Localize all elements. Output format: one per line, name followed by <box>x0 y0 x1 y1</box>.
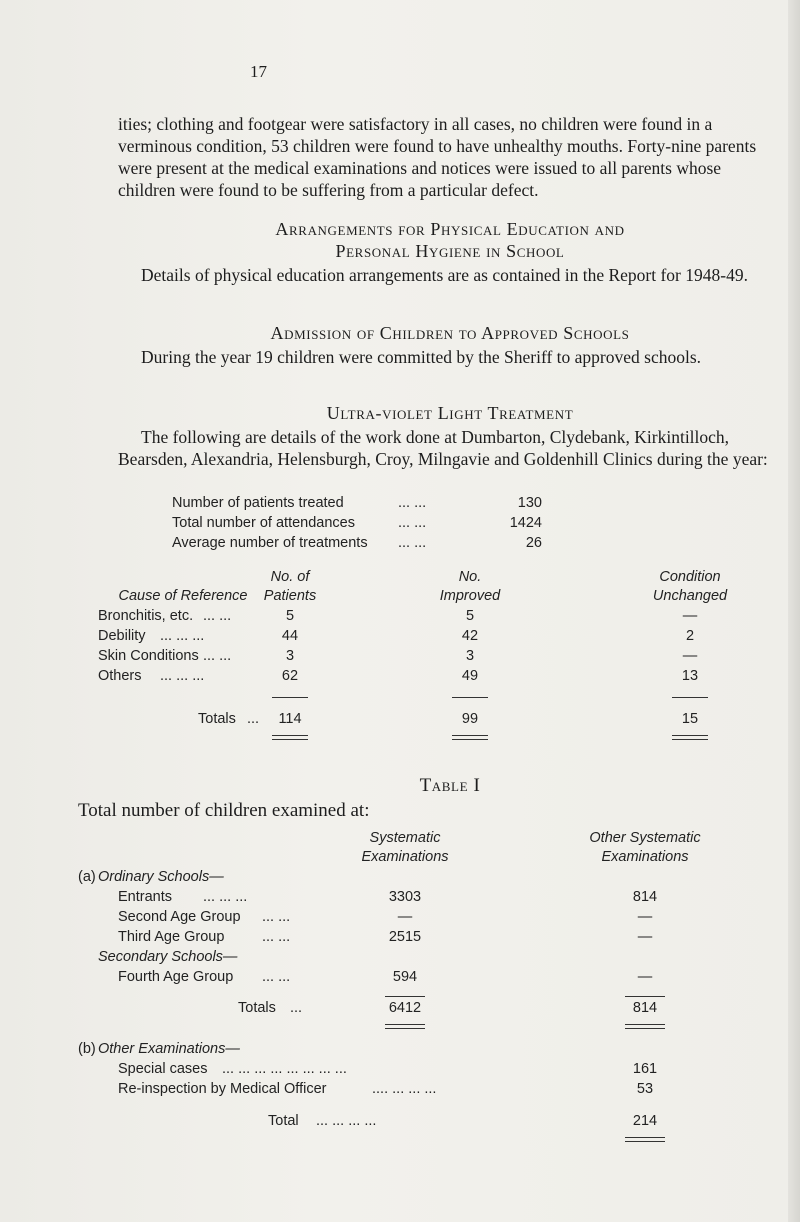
uv-row-unchanged: 2 <box>685 628 695 644</box>
table-row-other: 814 <box>632 889 658 905</box>
table-row-dots: ... ... ... ... ... ... ... ... <box>222 1061 347 1077</box>
uv-totals-patients: 114 <box>278 711 302 727</box>
sum-rule <box>385 996 425 997</box>
table-row-value: 53 <box>636 1081 654 1097</box>
sum-rule <box>272 697 308 698</box>
uv-totals-label: Totals <box>198 711 236 727</box>
uv-row-cause: Bronchitis, etc. <box>98 608 194 624</box>
uv-totals-unchanged: 15 <box>681 711 699 727</box>
col-header-systematic-1: Systematic <box>369 830 441 846</box>
col-header-unchanged-2: Unchanged <box>652 588 728 604</box>
uv-row-improved: 5 <box>465 608 475 624</box>
col-header-patients-1: No. of <box>270 569 310 585</box>
table-row-dots: .... ... ... ... <box>372 1081 437 1097</box>
intro-paragraph: ities; clothing and footgear were satisfactory in all cases, no children were found in a verminous condition, 53 children were found to have unhealthy mouths. Forty-nine parents were present at the medical examinations and notices were issued to all parents whose children were found to be suffering from a particular defect. <box>118 114 757 200</box>
table-total-b-label: Total <box>268 1113 299 1129</box>
sum-rule <box>672 697 708 698</box>
table-row-other: — <box>637 969 653 985</box>
uv-summary-dots: ... ... <box>398 535 427 551</box>
table-row-dots: ... ... ... <box>203 889 248 905</box>
uv-totals-dots: ... <box>247 711 260 727</box>
section-heading-uv: Ultra-violet Light Treatment <box>326 403 574 423</box>
double-rule <box>385 1024 425 1029</box>
table-row-label: Re-inspection by Medical Officer <box>118 1081 327 1097</box>
secondary-title: Secondary Schools— <box>98 949 238 965</box>
table-row-value: 161 <box>632 1061 658 1077</box>
uv-summary-dots: ... ... <box>398 515 427 531</box>
page-number: 17 <box>250 62 267 81</box>
uv-summary-value: 130 <box>517 495 542 511</box>
table-total-b-value: 214 <box>632 1113 658 1129</box>
uv-summary-label: Total number of attendances <box>172 515 355 531</box>
table-row-label: Fourth Age Group <box>118 969 234 985</box>
uv-row-improved: 42 <box>461 628 479 644</box>
col-header-other-1: Other Systematic <box>589 830 701 846</box>
table-row-systematic: 2515 <box>388 929 422 945</box>
group-a-title: Ordinary Schools— <box>98 869 224 885</box>
table-totals-other: 814 <box>632 1000 658 1016</box>
admission-paragraph: During the year 19 children were committed by the Sheriff to approved schools. <box>141 347 702 367</box>
table-total-b-dots: ... ... ... ... <box>316 1113 377 1129</box>
col-header-patients-2: Patients <box>263 588 317 604</box>
table-row-dots: ... ... <box>262 909 291 925</box>
uv-row-patients: 5 <box>285 608 295 624</box>
table-caption: Table I <box>419 775 481 796</box>
uv-paragraph: The following are details of the work done at Dumbarton, Clydebank, Kirkintilloch, Bearsden, Alexandria, Helensburgh, Croy, Milngavie and Goldenhill Clinics during the year: <box>118 427 768 469</box>
uv-row-cause: Skin Conditions <box>98 648 199 664</box>
uv-row-dots: ... ... <box>203 648 232 664</box>
col-header-improved-2: Improved <box>439 588 501 604</box>
section-heading-admission: Admission of Children to Approved Schools <box>270 323 630 343</box>
group-b-title: Other Examinations— <box>98 1041 240 1057</box>
uv-row-unchanged: — <box>682 648 698 664</box>
uv-row-patients: 62 <box>281 668 299 684</box>
uv-summary-label: Average number of treatments <box>172 535 368 551</box>
table-row-other: — <box>637 929 653 945</box>
table-intro: Total number of children examined at: <box>78 800 370 821</box>
uv-row-cause: Debility <box>98 628 146 644</box>
col-header-cause: Cause of Reference <box>118 588 248 604</box>
group-a-label: (a) <box>78 869 96 885</box>
table-row-systematic: — <box>397 909 413 925</box>
uv-row-unchanged: — <box>682 608 698 624</box>
double-rule <box>625 1137 665 1142</box>
double-rule <box>272 735 308 740</box>
uv-row-patients: 44 <box>281 628 299 644</box>
uv-row-improved: 3 <box>465 648 475 664</box>
col-header-systematic-2: Examinations <box>361 849 449 865</box>
sum-rule <box>625 996 665 997</box>
page-edge <box>788 0 800 1222</box>
uv-row-dots: ... ... <box>203 608 232 624</box>
table-row-label: Third Age Group <box>118 929 225 945</box>
uv-row-dots: ... ... ... <box>160 668 205 684</box>
double-rule <box>672 735 708 740</box>
group-b-label: (b) <box>78 1041 96 1057</box>
sum-rule <box>452 697 488 698</box>
table-row-other: — <box>637 909 653 925</box>
table-row-label: Entrants <box>118 889 172 905</box>
uv-summary-value: 1424 <box>509 515 542 531</box>
col-header-unchanged-1: Condition <box>659 569 721 585</box>
uv-summary-value: 26 <box>525 535 542 551</box>
uv-summary-dots: ... ... <box>398 495 427 511</box>
table-row-label: Second Age Group <box>118 909 241 925</box>
section-heading-pe-line1: Arrangements for Physical Education and <box>275 219 625 239</box>
table-totals-systematic: 6412 <box>388 1000 422 1016</box>
uv-summary-label: Number of patients treated <box>172 495 344 511</box>
table-totals-dots: ... <box>290 1000 303 1016</box>
table-totals-label: Totals <box>238 1000 276 1016</box>
uv-totals-improved: 99 <box>461 711 479 727</box>
uv-row-improved: 49 <box>461 668 479 684</box>
pe-paragraph: Details of physical education arrangements are as contained in the Report for 1948-49. <box>141 265 748 285</box>
uv-row-unchanged: 13 <box>681 668 699 684</box>
uv-row-dots: ... ... ... <box>160 628 205 644</box>
table-row-dots: ... ... <box>262 969 291 985</box>
double-rule <box>625 1024 665 1029</box>
double-rule <box>452 735 488 740</box>
section-heading-pe-line2: Personal Hygiene in School <box>335 241 565 261</box>
table-row-systematic: 3303 <box>388 889 422 905</box>
table-row-dots: ... ... <box>262 929 291 945</box>
table-row-label: Special cases <box>118 1061 208 1077</box>
table-row-systematic: 594 <box>392 969 418 985</box>
col-header-improved-1: No. <box>458 569 482 585</box>
col-header-other-2: Examinations <box>601 849 689 865</box>
uv-row-patients: 3 <box>285 648 295 664</box>
uv-row-cause: Others <box>98 668 142 684</box>
